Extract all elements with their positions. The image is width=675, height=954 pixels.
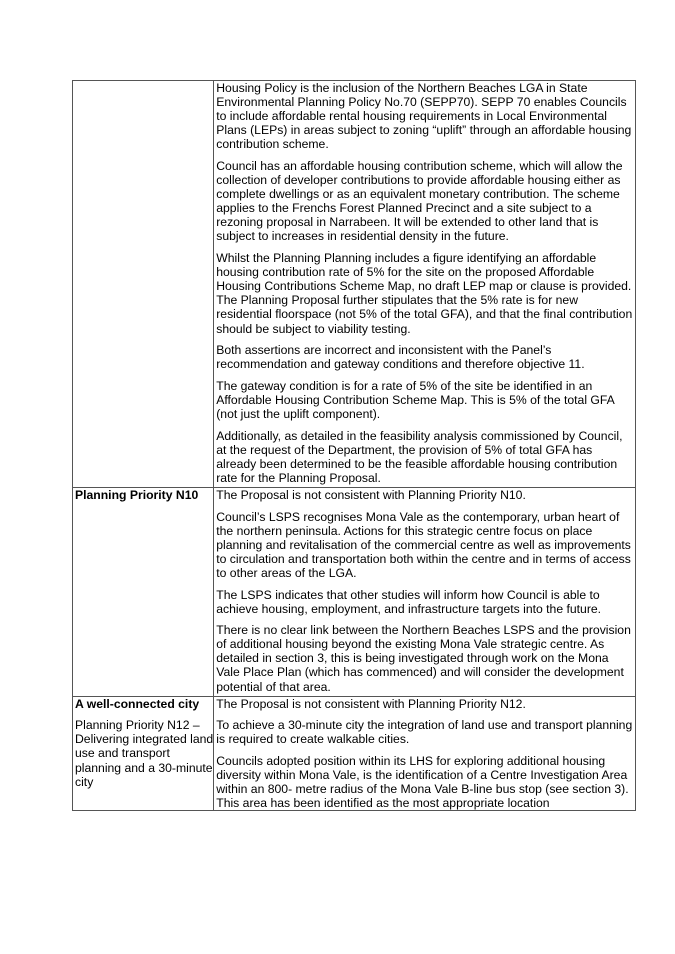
table-cell-label (73, 696, 214, 811)
paragraph: Both assertions are incorrect and inconsistent with the Panel’s recommendation and gateway conditions and therefore objective 11. (216, 343, 585, 372)
paragraph: Additionally, as detailed in the feasibility analysis commissioned by Council, at the request of the Department, the provision of 5% of total GFA has already been determined to be the feasible affordable housing contribution rate for the Planning Proposal. (216, 428, 623, 485)
row-label: Planning Priority N10 (75, 487, 199, 502)
table-row (73, 696, 636, 811)
table-cell-content (214, 487, 636, 696)
paragraph: The gateway condition is for a rate of 5% of the site be identified in an Affordable Housing Contribution Scheme Map. This is 5% of the total GFA (not just the uplift component). (216, 378, 615, 421)
paragraph: Councils adopted position within its LHS for exploring additional housing diversity within Mona Vale, is the identification of a Centre Investigation Area within an 800- metre radius of the Mona Vale B-line bus stop (see section 3). This area has been identified as the most appropriate location (216, 753, 629, 811)
paragraph: Housing Policy is the inclusion of the Northern Beaches LGA in State Environmental Planning Policy No.70 (SEPP70). SEPP 70 enables Councils to include affordable rental housing requirements in Local Environmental Plans (LEPs) in areas subject to zoning “uplift” through an affordable housing contribution scheme. (216, 81, 632, 152)
table-cell-label (73, 81, 214, 488)
table-cell-content (214, 81, 636, 488)
consistency-table (72, 80, 636, 811)
paragraph: The Proposal is not consistent with Planning Priority N10. (216, 487, 526, 502)
paragraph: There is no clear link between the Northern Beaches LSPS and the provision of additional housing beyond the existing Mona Vale strategic centre. As detailed in section 3, this is being investigated through work on the Mona Vale Place Plan (which has commenced) and will consider the development potential of that area. (216, 623, 631, 694)
table-cell-label (73, 487, 214, 696)
table-row (73, 487, 636, 696)
paragraph: To achieve a 30-minute city the integration of land use and transport planning is required to create walkable cities. (216, 718, 633, 747)
table-row (73, 81, 636, 488)
paragraph: The Proposal is not consistent with Planning Priority N12. (216, 696, 526, 711)
row-sublabel: Planning Priority N12 – Delivering integrated land use and transport planning and a 30-minute city (75, 718, 214, 789)
paragraph: Council’s LSPS recognises Mona Vale as the contemporary, urban heart of the northern peninsula. Actions for this strategic centre focus on place planning and revitalisation of the commercial centre as well as improvements to circulation and transportation both within the centre and in terms of access to other areas of the LGA. (216, 509, 631, 580)
paragraph: Whilst the Planning Planning includes a figure identifying an affordable housing contribution rate of 5% for the site on the proposed Affordable Housing Contributions Scheme Map, no draft LEP map or clause is provided. The Planning Proposal further stipulates that the 5% rate is for new residential floorspace (not 5% of the total GFA), and that the final contribution should be subject to viability testing. (216, 251, 633, 336)
row-label: A well-connected city (75, 696, 200, 711)
paragraph: Council has an affordable housing contribution scheme, which will allow the collection of developer contributions to provide affordable housing either as complete dwellings or as an equivalent monetary contribution. The scheme applies to the Frenchs Forest Planned Precinct and a site subject to a rezoning proposal in Narrabeen. It will be extended to other land that is subject to increases in residential density in the future. (216, 158, 623, 244)
table-cell-content (214, 696, 636, 811)
paragraph: The LSPS indicates that other studies will inform how Council is able to achieve housing, employment, and infrastructure targets into the future. (216, 587, 602, 616)
